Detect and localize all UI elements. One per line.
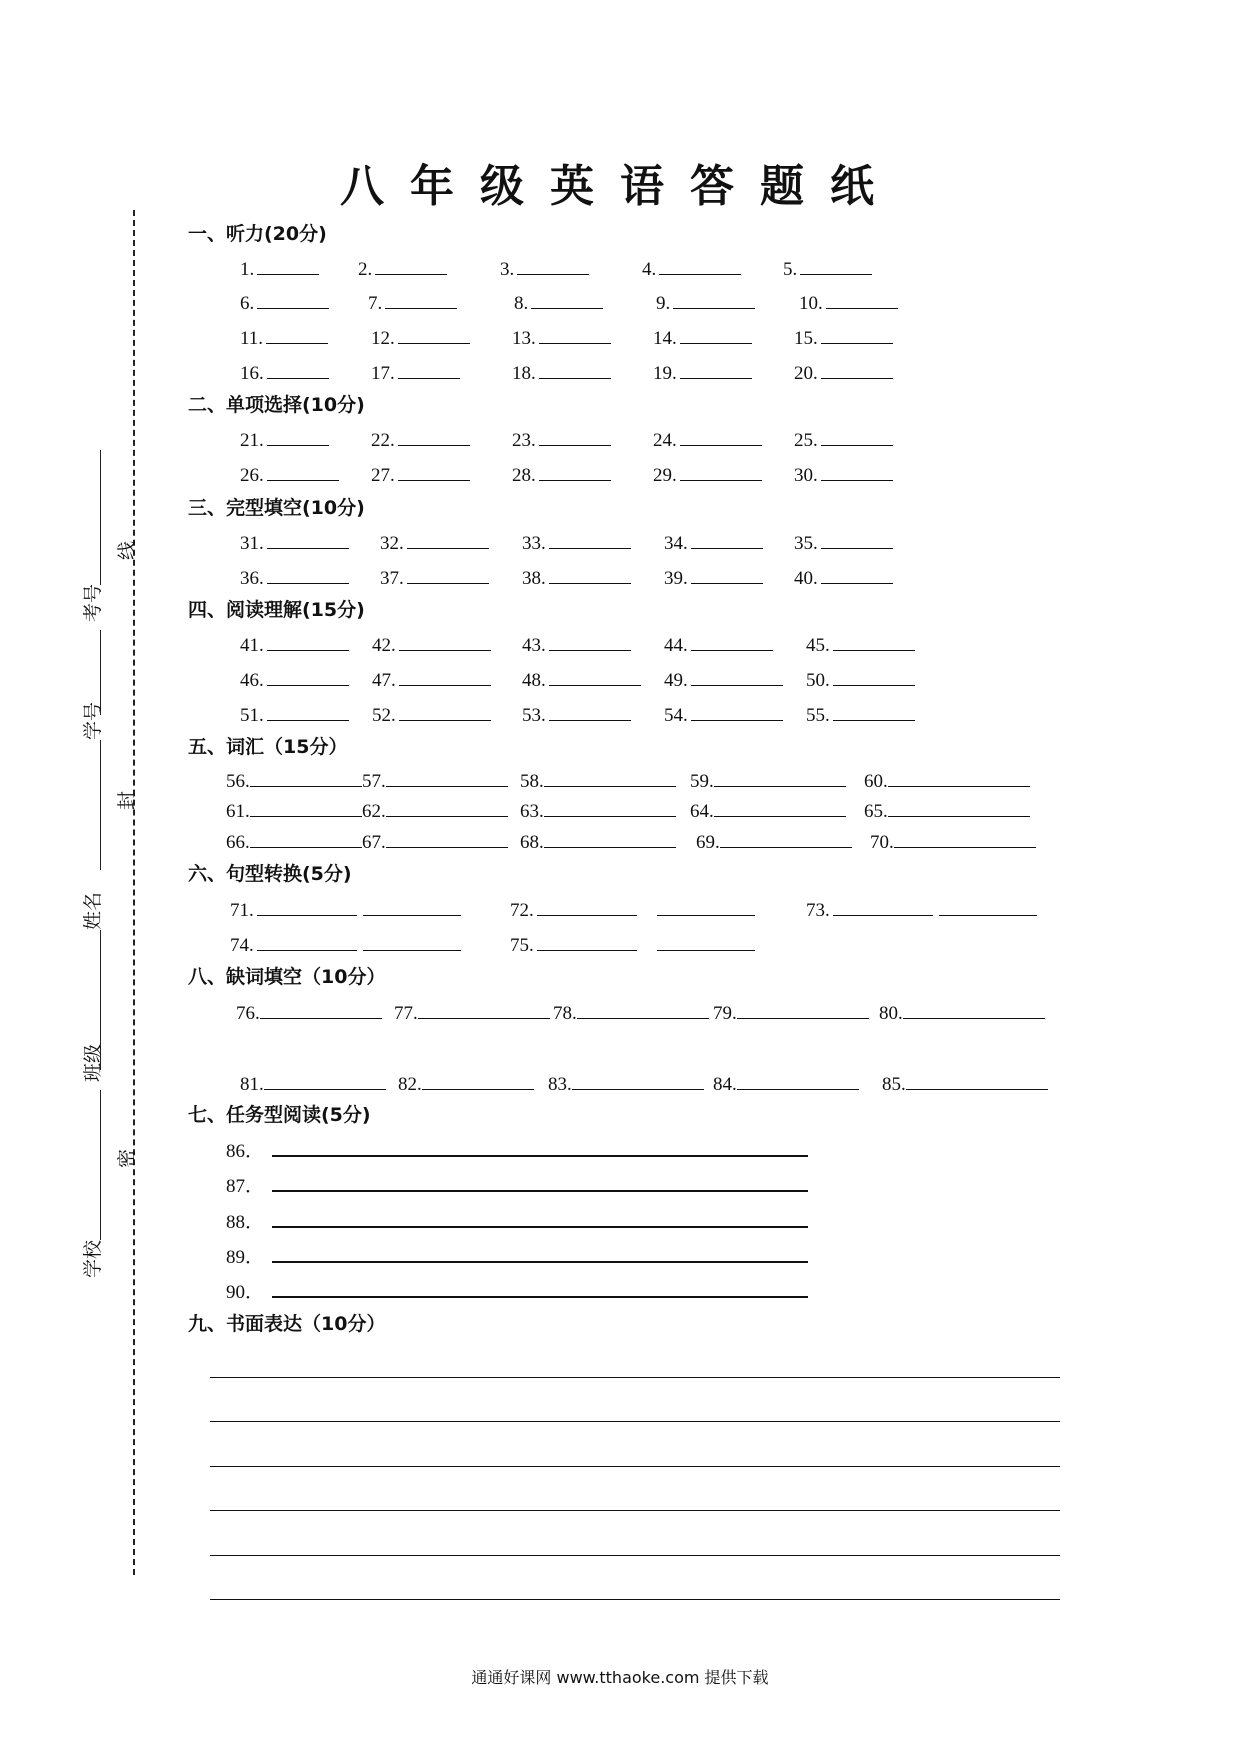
item-number: 10. [799, 293, 823, 314]
item-number: 20. [794, 363, 818, 384]
item-number: 13. [512, 328, 536, 349]
answer-blank[interactable] [257, 932, 357, 951]
item-number: 27. [371, 465, 395, 486]
answer-blank[interactable] [398, 462, 470, 481]
item-number: 73. [806, 900, 830, 921]
answer-blank[interactable] [821, 325, 893, 344]
page-title: 八年级英语答题纸 [340, 161, 900, 212]
item-number: 5. [783, 259, 798, 280]
item-number: 14. [653, 328, 677, 349]
answer-blank[interactable] [386, 798, 508, 817]
writing-line[interactable] [210, 1555, 1060, 1556]
answer-blank[interactable] [657, 897, 755, 916]
item-number: 47. [372, 670, 396, 691]
margin-label-feng: 封 [116, 790, 138, 810]
item-number: 66. [226, 832, 250, 853]
item-number: 21. [240, 430, 264, 451]
answer-blank[interactable] [680, 325, 752, 344]
item-number: 31. [240, 533, 264, 554]
answer-blank[interactable] [257, 256, 319, 275]
answer-blank[interactable] [720, 829, 852, 848]
answer-blank[interactable] [680, 360, 752, 379]
answer-blank[interactable] [833, 702, 915, 721]
item-number: 67. [362, 832, 386, 853]
margin-label-xian: 线 [116, 540, 138, 560]
answer-blank[interactable] [549, 530, 631, 549]
item-number: 25. [794, 430, 818, 451]
section-heading-transformation: 六、句型转换(5分) [188, 863, 352, 885]
answer-blank[interactable] [544, 768, 676, 787]
answer-blank[interactable] [267, 360, 329, 379]
answer-blank[interactable] [363, 897, 461, 916]
item-number: 56. [226, 771, 250, 792]
item-number: 49. [664, 670, 688, 691]
item-number: 50. [806, 670, 830, 691]
answer-blank[interactable] [821, 530, 893, 549]
item-number: 41. [240, 635, 264, 656]
item-number: 33. [522, 533, 546, 554]
item-number: 89． [226, 1247, 265, 1268]
item-number: 37. [380, 568, 404, 589]
answer-blank[interactable] [250, 768, 362, 787]
answer-blank[interactable] [903, 1000, 1045, 1019]
item-number: 18. [512, 363, 536, 384]
answer-blank[interactable] [549, 667, 641, 686]
answer-blank[interactable] [821, 565, 893, 584]
answer-blank[interactable] [549, 632, 631, 651]
item-number: 71. [230, 900, 254, 921]
answer-blank[interactable] [539, 427, 611, 446]
answer-blank[interactable] [386, 829, 508, 848]
item-number: 64. [690, 801, 714, 822]
item-number: 19. [653, 363, 677, 384]
answer-blank[interactable] [407, 565, 489, 584]
item-number: 68. [520, 832, 544, 853]
item-number: 43. [522, 635, 546, 656]
item-number: 17. [371, 363, 395, 384]
answer-blank[interactable] [572, 1071, 704, 1090]
margin-label-mi: 密 [116, 1148, 138, 1168]
item-number: 9. [656, 293, 671, 314]
answer-blank[interactable] [821, 427, 893, 446]
section-heading-choice: 二、单项选择(10分) [188, 394, 365, 416]
answer-blank[interactable] [833, 632, 915, 651]
item-number: 11. [240, 328, 264, 349]
footer-credit: 通通好课网 www.tthaoke.com 提供下载 [471, 1668, 769, 1687]
answer-blank[interactable] [537, 897, 637, 916]
item-number: 24. [653, 430, 677, 451]
answer-blank[interactable] [888, 798, 1030, 817]
answer-blank[interactable] [375, 256, 447, 275]
item-number: 81. [240, 1074, 264, 1095]
item-number: 22. [371, 430, 395, 451]
answer-blank[interactable] [691, 632, 773, 651]
section-heading-writing: 九、书面表达（10分） [188, 1313, 386, 1335]
answer-blank[interactable] [714, 768, 846, 787]
answer-blank[interactable] [549, 702, 631, 721]
item-number: 34. [664, 533, 688, 554]
answer-blank[interactable] [399, 632, 491, 651]
answer-blank[interactable] [539, 462, 611, 481]
item-number: 83. [548, 1074, 572, 1095]
answer-blank[interactable] [267, 702, 349, 721]
answer-blank[interactable] [267, 565, 349, 584]
answer-line[interactable] [272, 1137, 808, 1157]
item-number: 36. [240, 568, 264, 589]
answer-blank[interactable] [386, 768, 508, 787]
item-number: 79. [713, 1003, 737, 1024]
writing-line[interactable] [210, 1599, 1060, 1600]
answer-line[interactable] [272, 1243, 808, 1263]
answer-blank[interactable] [826, 290, 898, 309]
item-number: 75. [510, 935, 534, 956]
answer-blank[interactable] [657, 932, 755, 951]
section-heading-reading: 四、阅读理解(15分) [188, 599, 365, 621]
answer-blank[interactable] [250, 829, 362, 848]
item-number: 65. [864, 801, 888, 822]
item-number: 12. [371, 328, 395, 349]
answer-blank[interactable] [399, 702, 491, 721]
item-number: 87． [226, 1176, 265, 1197]
answer-blank[interactable] [398, 360, 460, 379]
item-number: 58. [520, 771, 544, 792]
answer-blank[interactable] [894, 829, 1036, 848]
answer-blank[interactable] [833, 667, 915, 686]
item-number: 59. [690, 771, 714, 792]
answer-blank[interactable] [531, 290, 603, 309]
answer-blank[interactable] [267, 667, 349, 686]
item-number: 15. [794, 328, 818, 349]
answer-blank[interactable] [680, 462, 762, 481]
answer-blank[interactable] [539, 325, 611, 344]
answer-blank[interactable] [257, 897, 357, 916]
item-number: 29. [653, 465, 677, 486]
answer-blank[interactable] [577, 1000, 709, 1019]
item-number: 6. [240, 293, 255, 314]
answer-blank[interactable] [267, 530, 349, 549]
item-number: 57. [362, 771, 386, 792]
answer-blank[interactable] [418, 1000, 550, 1019]
answer-blank[interactable] [267, 427, 329, 446]
margin-label-xuehao: 学号 [82, 701, 104, 740]
margin-line [100, 1090, 101, 1240]
margin-line [100, 740, 101, 870]
item-number: 74. [230, 935, 254, 956]
item-number: 35. [794, 533, 818, 554]
answer-blank[interactable] [691, 702, 783, 721]
item-number: 44. [664, 635, 688, 656]
item-number: 54. [664, 705, 688, 726]
answer-blank[interactable] [539, 360, 611, 379]
answer-blank[interactable] [544, 798, 676, 817]
item-number: 70. [870, 832, 894, 853]
answer-blank[interactable] [422, 1071, 534, 1090]
item-number: 26. [240, 465, 264, 486]
item-number: 63. [520, 801, 544, 822]
answer-blank[interactable] [737, 1000, 869, 1019]
item-number: 28. [512, 465, 536, 486]
item-number: 60. [864, 771, 888, 792]
answer-blank[interactable] [691, 530, 763, 549]
item-number: 86． [226, 1141, 265, 1162]
writing-line[interactable] [210, 1466, 1060, 1467]
item-number: 76. [236, 1003, 260, 1024]
answer-blank[interactable] [680, 427, 762, 446]
answer-blank[interactable] [517, 256, 589, 275]
item-number: 32. [380, 533, 404, 554]
answer-blank[interactable] [888, 768, 1030, 787]
section-heading-listening: 一、听力(20分) [188, 223, 327, 245]
item-number: 48. [522, 670, 546, 691]
item-number: 16. [240, 363, 264, 384]
margin-label-xingming: 姓名 [82, 891, 104, 930]
item-number: 53. [522, 705, 546, 726]
answer-blank[interactable] [691, 667, 783, 686]
item-number: 3. [500, 259, 515, 280]
answer-blank[interactable] [257, 290, 329, 309]
item-number: 90． [226, 1282, 265, 1303]
item-number: 88． [226, 1212, 265, 1233]
answer-line[interactable] [272, 1208, 808, 1228]
item-number: 62. [362, 801, 386, 822]
answer-blank[interactable] [250, 798, 362, 817]
margin-label-xuexiao: 学校 [82, 1239, 104, 1278]
answer-blank[interactable] [906, 1071, 1048, 1090]
answer-blank[interactable] [267, 632, 349, 651]
answer-blank[interactable] [260, 1000, 382, 1019]
answer-blank[interactable] [398, 325, 470, 344]
item-number: 61. [226, 801, 250, 822]
item-number: 40. [794, 568, 818, 589]
answer-blank[interactable] [659, 256, 741, 275]
item-number: 46. [240, 670, 264, 691]
item-number: 85. [882, 1074, 906, 1095]
item-number: 30. [794, 465, 818, 486]
item-number: 4. [642, 259, 657, 280]
item-number: 69. [696, 832, 720, 853]
answer-blank[interactable] [549, 565, 631, 584]
answer-blank[interactable] [821, 360, 893, 379]
margin-label-kaohao: 考号 [82, 583, 104, 622]
answer-blank[interactable] [737, 1071, 859, 1090]
answer-blank[interactable] [821, 462, 893, 481]
item-number: 55. [806, 705, 830, 726]
item-number: 8. [514, 293, 529, 314]
item-number: 38. [522, 568, 546, 589]
binding-dashed-line [133, 210, 135, 1575]
answer-blank[interactable] [264, 1071, 386, 1090]
item-number: 72. [510, 900, 534, 921]
answer-line[interactable] [272, 1278, 808, 1298]
answer-blank[interactable] [537, 932, 637, 951]
writing-line[interactable] [210, 1421, 1060, 1422]
answer-blank[interactable] [385, 290, 457, 309]
answer-blank[interactable] [800, 256, 872, 275]
answer-blank[interactable] [691, 565, 763, 584]
item-number: 82. [398, 1074, 422, 1095]
item-number: 78. [553, 1003, 577, 1024]
item-number: 2. [358, 259, 373, 280]
answer-blank[interactable] [673, 290, 755, 309]
answer-blank[interactable] [266, 325, 328, 344]
margin-label-banji: 班级 [82, 1043, 104, 1082]
writing-line[interactable] [210, 1510, 1060, 1511]
item-number: 84. [713, 1074, 737, 1095]
answer-blank[interactable] [544, 829, 676, 848]
answer-blank[interactable] [939, 897, 1037, 916]
section-heading-gap-filling: 八、缺词填空（10分） [188, 966, 386, 988]
item-number: 23. [512, 430, 536, 451]
item-number: 52. [372, 705, 396, 726]
margin-line [100, 450, 101, 585]
writing-line[interactable] [210, 1377, 1060, 1378]
answer-blank[interactable] [714, 798, 846, 817]
item-number: 1. [240, 259, 255, 280]
item-number: 39. [664, 568, 688, 589]
item-number: 80. [879, 1003, 903, 1024]
answer-blank[interactable] [363, 932, 461, 951]
answer-blank[interactable] [267, 462, 339, 481]
section-heading-task-reading: 七、任务型阅读(5分) [188, 1104, 371, 1126]
item-number: 51. [240, 705, 264, 726]
answer-line[interactable] [272, 1172, 808, 1192]
item-number: 7. [368, 293, 383, 314]
item-number: 42. [372, 635, 396, 656]
item-number: 45. [806, 635, 830, 656]
answer-blank[interactable] [399, 667, 491, 686]
item-number: 77. [394, 1003, 418, 1024]
section-heading-cloze: 三、完型填空(10分) [188, 497, 365, 519]
section-heading-vocabulary: 五、词汇（15分） [188, 736, 348, 758]
answer-blank[interactable] [398, 427, 470, 446]
answer-blank[interactable] [407, 530, 489, 549]
answer-blank[interactable] [833, 897, 933, 916]
